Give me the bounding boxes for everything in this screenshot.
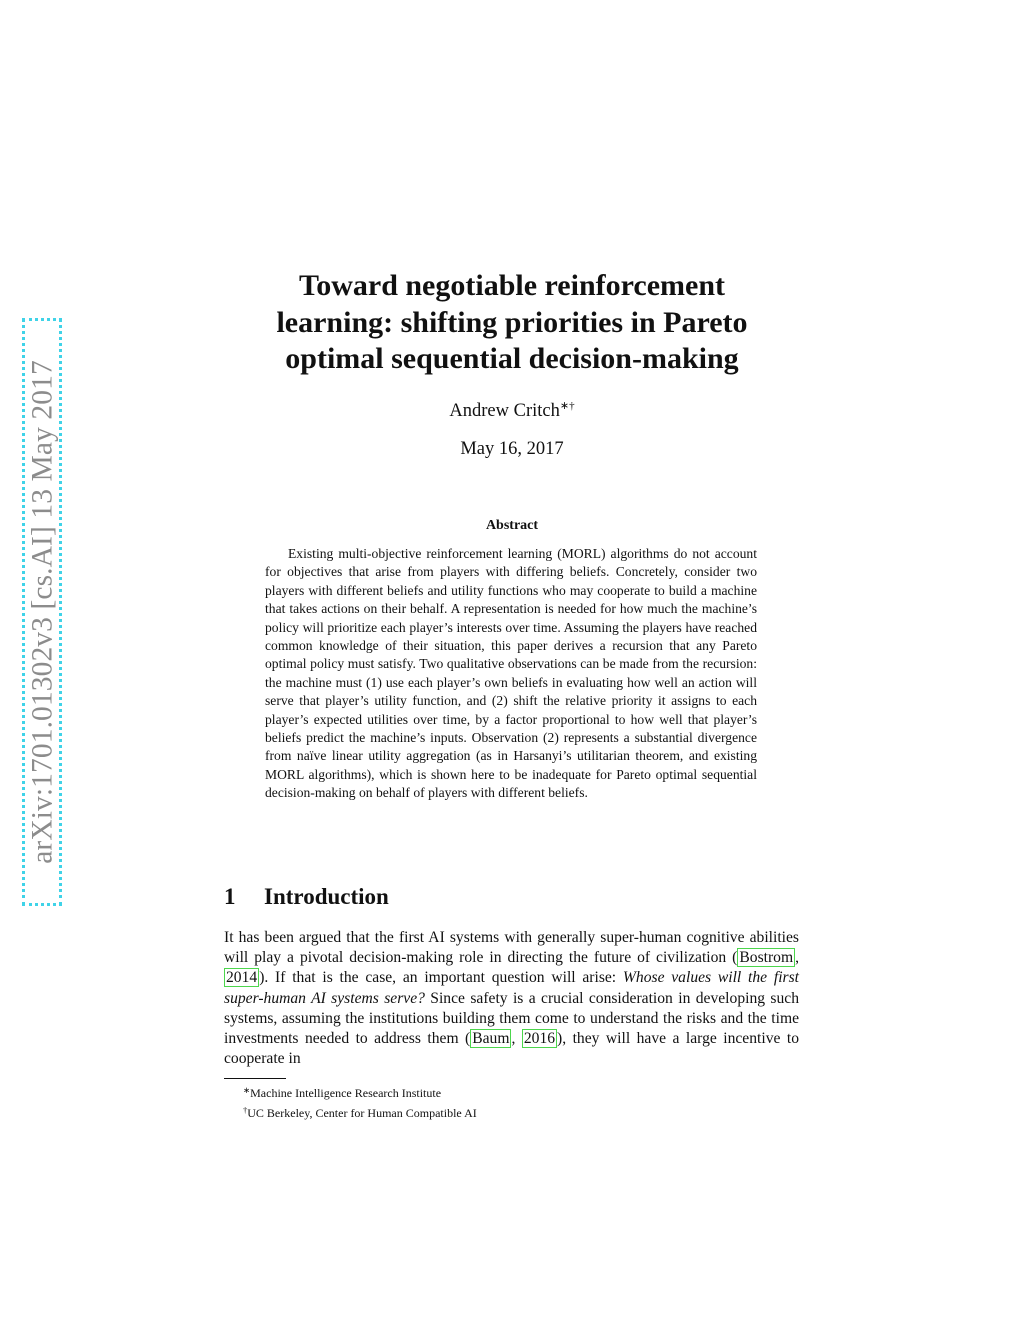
intro-paragraph xyxy=(224,928,799,1069)
arxiv-identifier[interactable]: arXiv:1701.01302v3 [cs.AI] 13 May 2017 xyxy=(26,360,59,864)
footnote-rule xyxy=(224,1078,286,1079)
citation-link-year[interactable]: 2016 xyxy=(523,1030,556,1048)
footnote-item xyxy=(243,1102,477,1122)
citation-separator: , xyxy=(795,949,799,967)
footnote-mark: † xyxy=(243,1104,248,1115)
citation-link-author[interactable]: Baum xyxy=(472,1030,510,1048)
intro-question: Whose values will the first super-human AI systems serve? xyxy=(224,969,799,1007)
section-title: Introduction xyxy=(264,884,389,909)
author-line xyxy=(312,399,712,422)
citation-separator: , xyxy=(511,1030,522,1048)
footnotes xyxy=(243,1082,477,1121)
intro-text: ). If that is the case, an important question will arise: xyxy=(259,969,623,987)
intro-text: ), they will have a large incentive to cooperate in xyxy=(224,1030,800,1068)
abstract-heading: Abstract xyxy=(485,518,539,533)
paper-title xyxy=(240,268,784,378)
section-heading xyxy=(224,884,389,910)
footnote-text: UC Berkeley, Center for Human Compatible AI xyxy=(247,1105,477,1120)
title-line: optimal sequential decision-making xyxy=(285,342,739,375)
publication-date: May 16, 2017 xyxy=(460,439,564,459)
section-number: 1 xyxy=(224,884,236,909)
citation-link-author[interactable]: Bostrom xyxy=(739,949,794,967)
author-name: Andrew Critch xyxy=(449,401,560,421)
abstract-text: Existing multi-objective reinforcement learning (MORL) algorithms do not account for objectives that arise from players with differing beliefs. Concretely, consider two players with different beliefs and utility functions who may cooperate to build a machine that takes actions on their behalf. A representation is needed for how much the machine’s policy will prioritize each player’s interests over time. Assuming the players have reached common knowledge of their situation, this paper derives a recursion that any Pareto optimal policy must satisfy. Two qualitative observations can be made from the recursion: the machine must (1) use each player’s own beliefs in evaluating how well an action will serve that player’s utility function, and (2) shift the relative priority it assigns to each player’s expected utilities over time, by a factor proportional to how well that player’s beliefs predict the machine’s inputs. Observation (2) represents a substantial divergence from naïve linear utility aggregation (as in Harsanyi’s utilitarian theorem, and existing MORL algorithms), which is shown here to be inadequate for Pareto optimal sequential decision-making on behalf of players with different beliefs. xyxy=(265,546,757,801)
citation-link-year[interactable]: 2014 xyxy=(226,969,258,987)
footnote-mark: ∗ xyxy=(243,1085,251,1095)
intro-text: It has been argued that the first AI systems with generally super-human cognitive abilities will play a pivotal decision-making role in directing the future of civilization ( xyxy=(224,929,799,967)
title-line: Toward negotiable reinforcement xyxy=(298,269,726,302)
intro-text: Since safety is a crucial consideration in developing such systems, assuming the institutions building them come to understand the risks and the time investments needed to address them ( xyxy=(224,989,800,1048)
author-footnote-marks[interactable]: ∗† xyxy=(559,400,575,412)
title-line: learning: shifting priorities in Pareto xyxy=(276,305,748,339)
footnote-text: Machine Intelligence Research Institute xyxy=(250,1086,442,1100)
footnote-item xyxy=(243,1082,477,1102)
